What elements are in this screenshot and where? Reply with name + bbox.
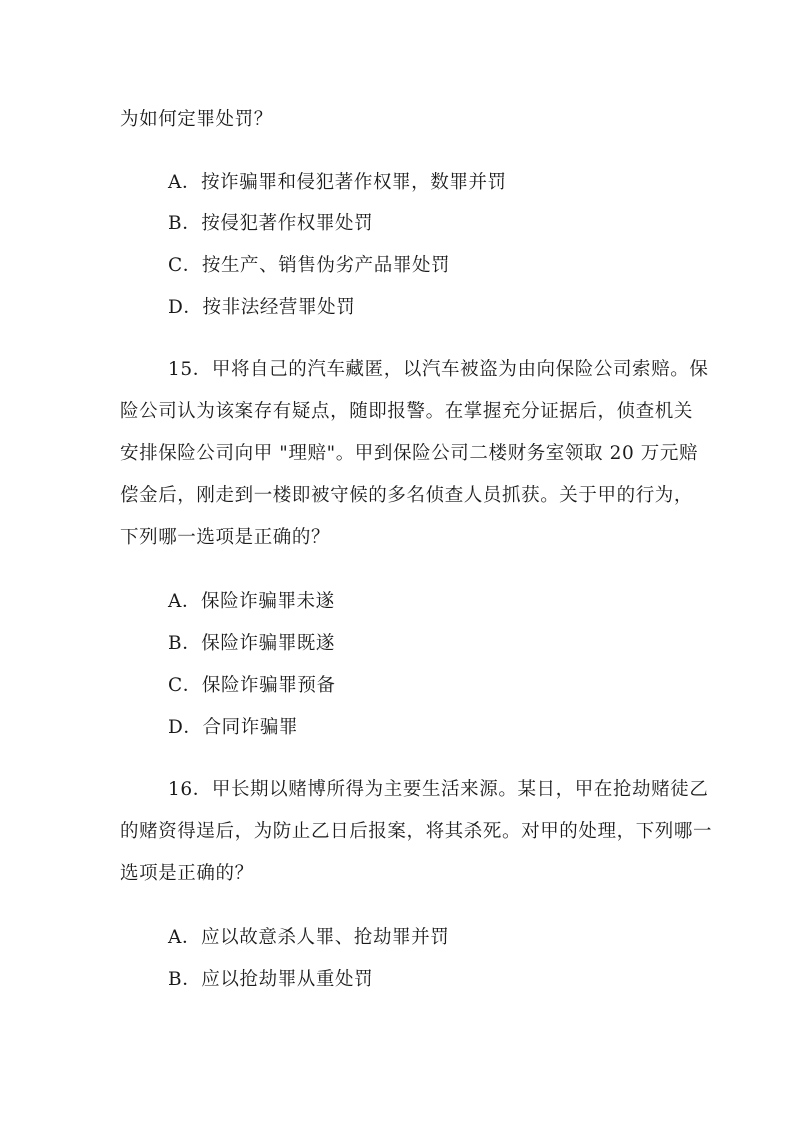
q15-option-b: B．保险诈骗罪既遂 [168,633,335,654]
q14-option-c: C．按生产、销售伪劣产品罪处罚 [168,255,451,276]
q15-stem-line-1: 15．甲将自己的汽车藏匿，以汽车被盗为由向保险公司索赔。保 [168,359,709,380]
q16-stem-line-1: 16．甲长期以赌博所得为主要生活来源。某日，甲在抢劫赌徒乙 [168,779,709,800]
q14-option-a: A．按诈骗罪和侵犯著作权罪，数罪并罚 [168,172,507,193]
q15-stem-line-4: 偿金后，刚走到一楼即被守候的多名侦查人员抓获。关于甲的行为， [120,485,694,506]
q15-stem-line-5: 下列哪一选项是正确的？ [120,527,331,548]
q14-option-d: D．按非法经营罪处罚 [168,297,356,318]
q15-stem-line-2: 险公司认为该案存有疑点，随即报警。在掌握充分证据后，侦查机关 [120,401,694,422]
q15-stem-line-3: 安排保险公司向甲 "理赔"。甲到保险公司二楼财务室领取 20 万元赔 [120,443,699,464]
q16-option-a: A．应以故意杀人罪、抢劫罪并罚 [168,927,450,948]
q16-stem-line-2: 的赌资得逞后，为防止乙日后报案，将其杀死。对甲的处理，下列哪一 [120,821,713,842]
q15-option-c: C．保险诈骗罪预备 [168,675,336,696]
q15-option-a: A．保险诈骗罪未遂 [168,591,335,612]
q16-stem-line-3: 选项是正确的？ [120,863,254,884]
q15-option-d: D．合同诈骗罪 [168,717,299,738]
q16-option-b: B．应以抢劫罪从重处罚 [168,969,374,990]
q14-stem-tail: 为如何定罪处罚？ [120,109,273,130]
q14-option-b: B．按侵犯著作权罪处罚 [168,213,374,234]
